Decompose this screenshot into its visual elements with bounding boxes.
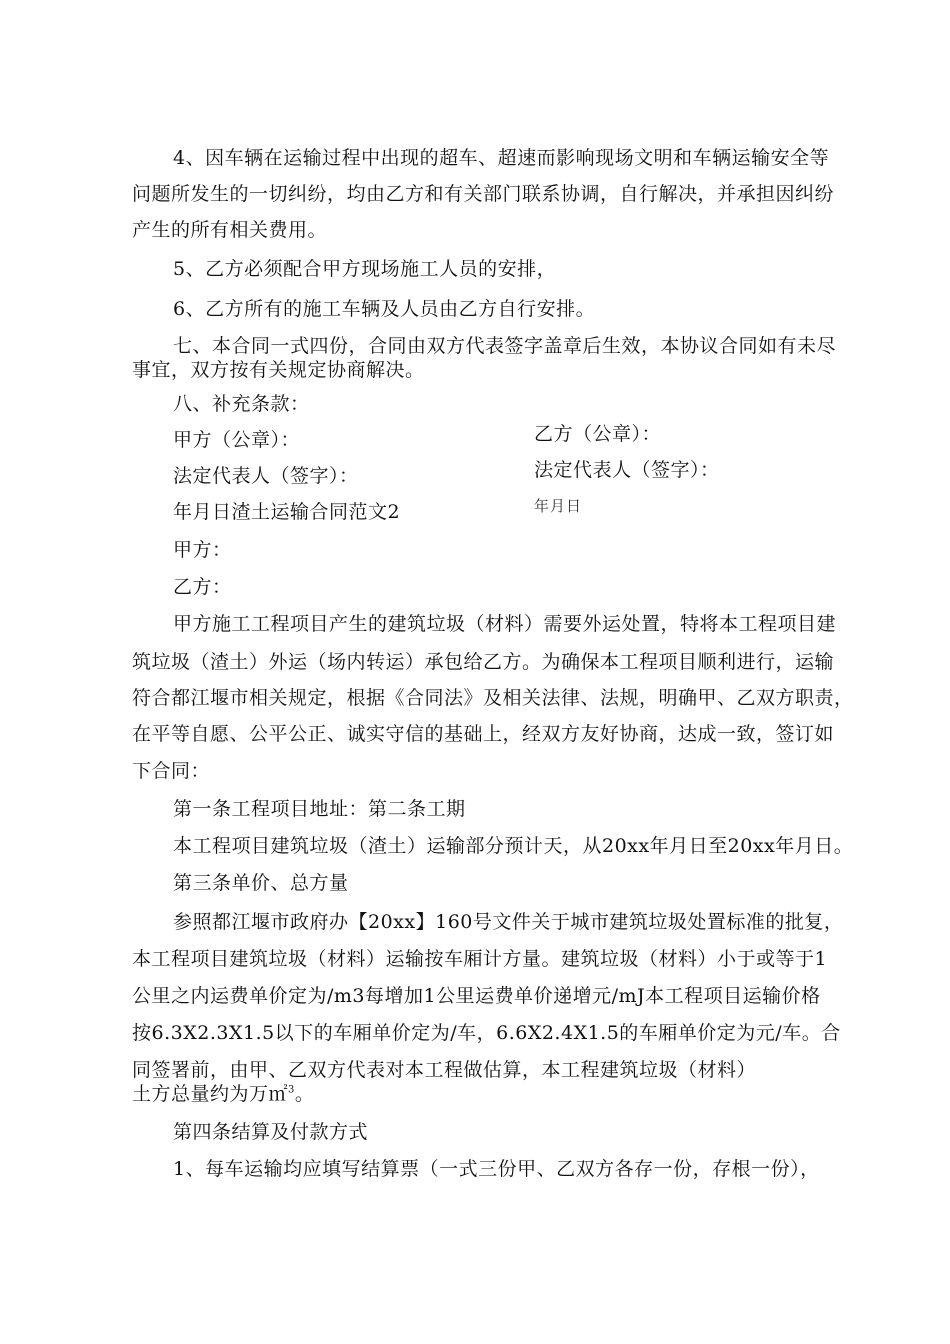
- signature-representative-a: 法定代表人（签字）：: [173, 465, 359, 487]
- intro-line-3: 符合都江堰市相关规定，根据《合同法》及相关法律、法规，明确甲、乙双方职责，: [132, 687, 854, 709]
- intro-line-1: 甲方施工工程项目产生的建筑垃圾（材料）需要外运处置，特将本工程项目建: [173, 613, 837, 635]
- intro-line-2: 筑垃圾（渣土）外运（场内转运）承包给乙方。为确保本工程项目顺利进行，运输: [132, 651, 835, 673]
- cubic-superscript: 3: [288, 1084, 295, 1096]
- clause-6: 6、乙方所有的施工车辆及人员由乙方自行安排。: [173, 298, 596, 320]
- clause-5: 5、乙方必须配合甲方现场施工人员的安排，: [173, 258, 557, 280]
- party-a-label: 甲方：: [173, 539, 232, 561]
- price-line-5: 同签署前，由甲、乙双方代表对本工程做估算，本工程建筑垃圾（材料）: [132, 1059, 757, 1081]
- clause-4-line-3: 产生的所有相关费用。: [132, 219, 328, 241]
- settlement-line-1: 1、每车运输均应填写结算票（一式三份甲、乙双方各存一份，存根一份），: [173, 1158, 820, 1180]
- signature-date-b: 年月日: [534, 497, 583, 515]
- price-line-2: 本工程项目建筑垃圾（材料）运输按车厢计方量。建筑垃圾（材料）小于或等于1: [132, 948, 828, 970]
- price-line-4: 按6.3X2.3X1.5以下的车厢单价定为/车，6.6X2.4X1.5的车厢单价定为元/车。合: [132, 1022, 841, 1044]
- signature-representative-b: 法定代表人（签字）：: [534, 459, 720, 481]
- total-volume-text: 土方总量约为万㎡: [132, 1083, 289, 1105]
- article-3-heading: 第三条单价、总方量: [173, 872, 349, 894]
- article-8: 八、补充条款：: [173, 393, 310, 415]
- signature-party-b: 乙方（公章）：: [534, 423, 662, 445]
- party-b-label: 乙方：: [173, 576, 232, 598]
- clause-4-line-1: 4、因车辆在运输过程中出现的超车、超速而影响现场文明和车辆运输安全等: [173, 147, 830, 169]
- article-7-line-2: 事宜，双方按有关规定协商解决。: [132, 359, 425, 381]
- price-line-6: [132, 1082, 314, 1106]
- price-line-1: 参照都江堰市政府办【20xx】160号文件关于城市建筑垃圾处置标准的批复，: [173, 911, 844, 933]
- total-volume-end: 。: [294, 1083, 315, 1105]
- clause-4-line-2: 问题所发生的一切纠纷，均由乙方和有关部门联系协调，自行解决，并承担因纠纷: [132, 183, 835, 205]
- article-1-heading: 第一条工程项目地址：第二条工期: [173, 798, 466, 820]
- price-line-3: 公里之内运费单价定为/m3每增加1公里运费单价递增元/mJ本工程项目运输价格: [132, 985, 821, 1007]
- article-4-heading: 第四条结算及付款方式: [173, 1121, 369, 1143]
- article-7-line-1: 七、本合同一式四份，合同由双方代表签字盖章后生效，本协议合同如有未尽: [173, 335, 837, 357]
- project-period: 本工程项目建筑垃圾（渣土）运输部分预计天，从20xx年月日至20xx年月日。: [173, 835, 854, 857]
- intro-line-5: 下合同：: [132, 760, 211, 782]
- signature-date-a: 年月日渣土运输合同范文2: [173, 501, 401, 523]
- signature-party-a: 甲方（公章）：: [173, 429, 301, 451]
- intro-line-4: 在平等自愿、公平公正、诚实守信的基础上，经双方友好协商，达成一致，签订如: [132, 723, 835, 745]
